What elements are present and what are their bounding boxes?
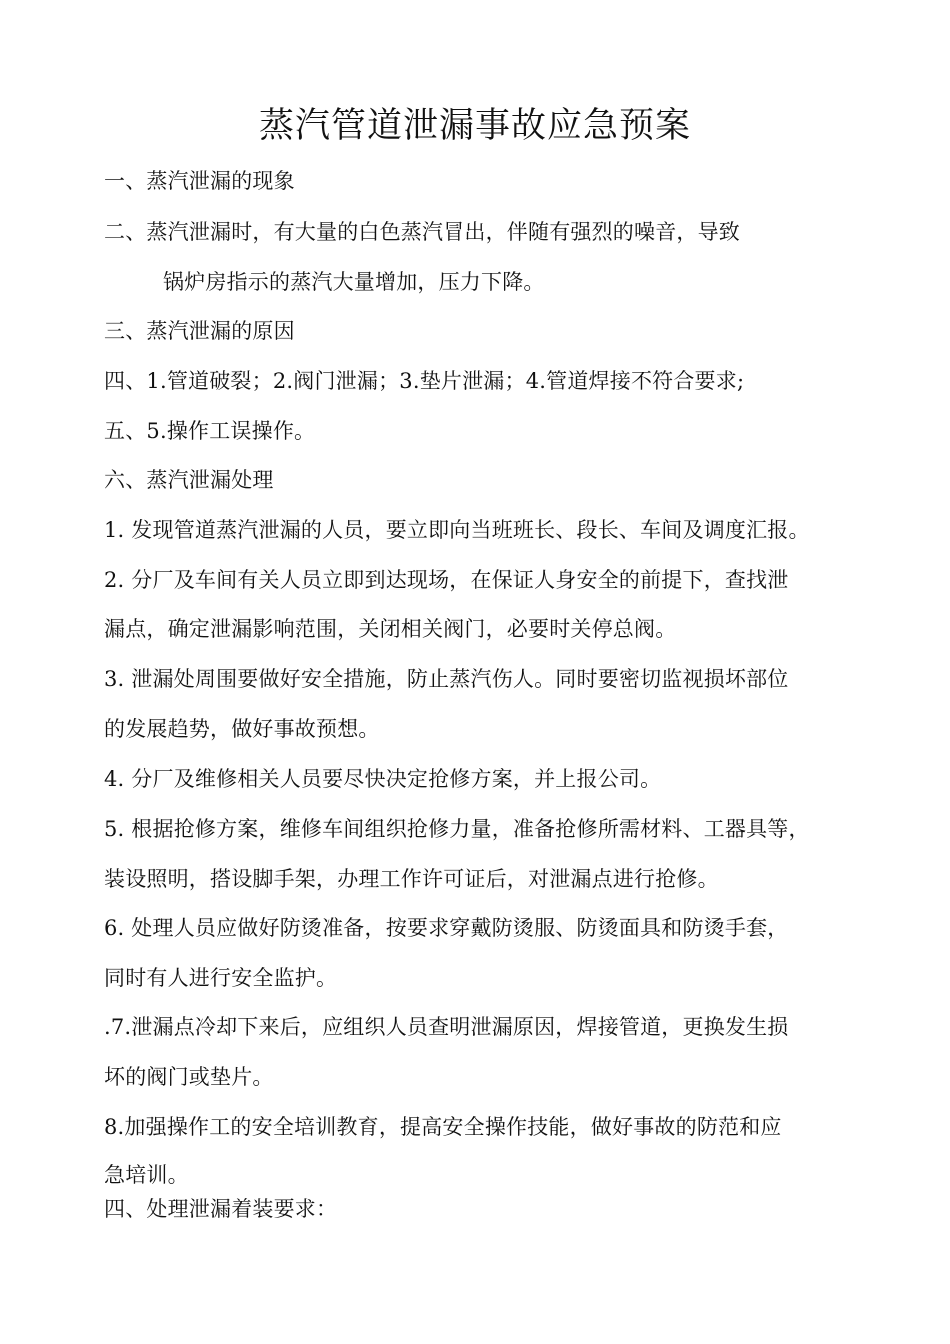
step-4: 4. 分厂及维修相关人员要尽快决定抢修方案，并上报公司。 (104, 767, 662, 791)
heading-cause: 三、蒸汽泄漏的原因 (104, 319, 295, 343)
heading-phenomenon: 一、蒸汽泄漏的现象 (104, 169, 295, 193)
step-2-cont: 漏点，确定泄漏影响范围，关闭相关阀门，必要时关停总阀。 (104, 617, 677, 641)
step-3: 3. 泄漏处周围要做好安全措施，防止蒸汽伤人。同时要密切监视损坏部位 (104, 667, 789, 691)
step-6: 6. 处理人员应做好防烫准备，按要求穿戴防烫服、防烫面具和防烫手套， (104, 916, 789, 940)
step-1: 1. 发现管道蒸汽泄漏的人员，要立即向当班班长、段长、车间及调度汇报。 (104, 518, 810, 542)
step-8-cont: 急培训。 (104, 1163, 189, 1187)
step-7: .7.泄漏点冷却下来后，应组织人员查明泄漏原因，焊接管道，更换发生损 (104, 1015, 789, 1039)
step-7-cont: 坏的阀门或垫片。 (104, 1065, 274, 1089)
paragraph-phenomenon: 二、蒸汽泄漏时，有大量的白色蒸汽冒出，伴随有强烈的噪音，导致 (104, 220, 740, 244)
document-title: 蒸汽管道泄漏事故应急预案 (258, 106, 691, 146)
heading-handling: 六、蒸汽泄漏处理 (104, 468, 274, 492)
step-5: 5. 根据抢修方案，维修车间组织抢修力量，准备抢修所需材料、工器具等， (104, 817, 810, 841)
step-8: 8.加强操作工的安全培训教育，提高安全操作技能，做好事故的防范和应 (104, 1115, 782, 1139)
step-3-cont: 的发展趋势，做好事故预想。 (104, 717, 380, 741)
step-6-cont: 同时有人进行安全监护。 (104, 966, 338, 990)
paragraph-phenomenon-cont: 锅炉房指示的蒸汽大量增加，压力下降。 (163, 270, 545, 294)
paragraph-cause-5: 五、5.操作工误操作。 (104, 419, 316, 443)
paragraph-cause-list: 四、1.管道破裂；2.阀门泄漏；3.垫片泄漏；4.管道焊接不符合要求; (104, 369, 745, 393)
step-2: 2. 分厂及车间有关人员立即到达现场，在保证人身安全的前提下，查找泄 (104, 568, 789, 592)
heading-attire: 四、处理泄漏着装要求： (104, 1197, 338, 1221)
step-5-cont: 装设照明，搭设脚手架，办理工作许可证后，对泄漏点进行抢修。 (104, 867, 719, 891)
